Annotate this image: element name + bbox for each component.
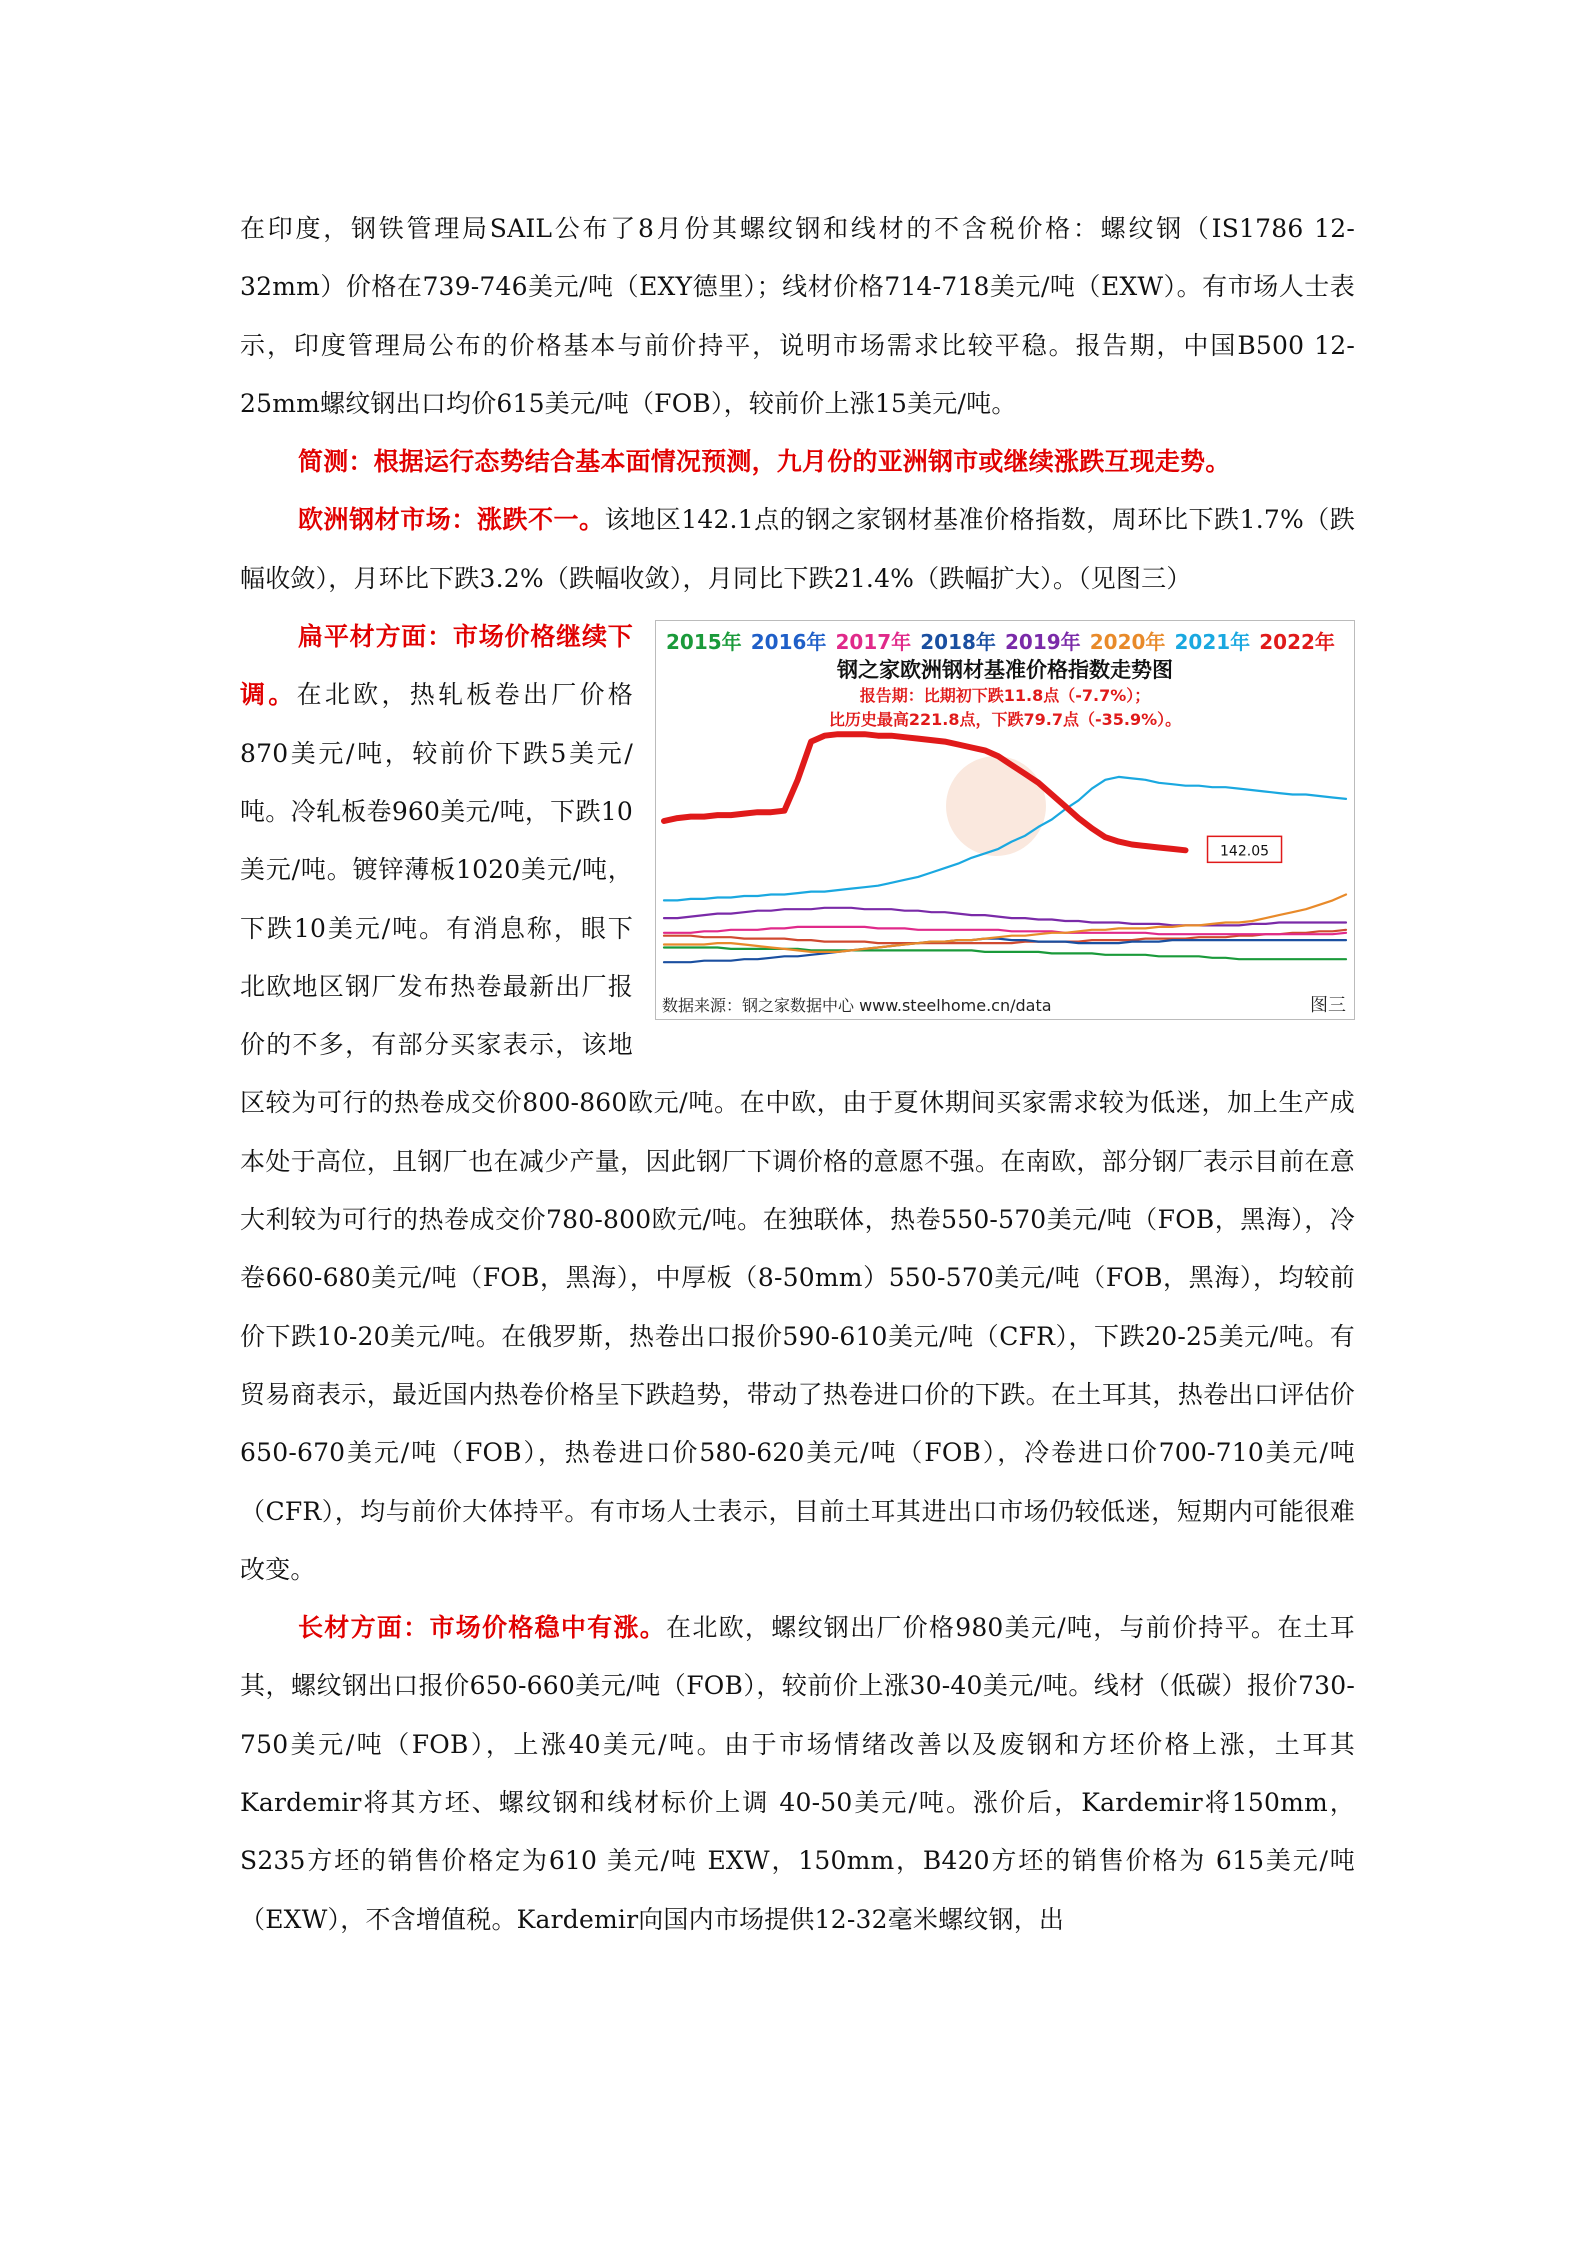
watermark-logo <box>946 756 1046 856</box>
chart-source: 数据来源：钢之家数据中心 www.steelhome.cn/data <box>662 996 1052 1016</box>
long-heading: 长材方面：市场价格稳中有涨。 <box>298 1613 667 1643</box>
flat-body: 在北欧，热轧板卷出厂价格870美元/吨，较前价下跌5美元/吨。冷轧板卷960美元/吨，下跌10美元/吨。镀锌薄板1020美元/吨，下跌10美元/吨。有消息称，眼下北欧地区钢厂发布热卷最新出厂报价的不多，有部分买家表示，该地区较为可行的热卷成交价800-860欧元/吨。在中欧，由于夏休期间买家需求较为低迷，加上生产成本处于高位，且钢厂也在减少产量，因此钢厂下调价格的意愿不强。在南欧，部分钢厂表示目前在意大利较为可行的热卷成交价780-800欧元/吨。在独联体，热卷550-570美元/吨（FOB，黑海），冷卷660-680美元/吨（FOB，黑海），中厚板（8-50mm）550-570美元/吨（FOB，黑海），均较前价下跌10-20美元/吨。在俄罗斯，热卷出口报价590-610美元/吨（CFR），下跌20-25美元/吨。有贸易商表示，最近国内热卷价格呈下跌趋势，带动了热卷进口价的下跌。在土耳其，热卷出口评估价650-670美元/吨（FOB），热卷进口价580-620美元/吨（FOB），冷卷进口价700-710美元/吨（CFR），均与前价大体持平。有市场人士表示，目前土耳其进出口市场仍较低迷，短期内可能很难改变。 <box>240 680 1355 1584</box>
legend-year-1: 2016年 <box>750 630 827 655</box>
paragraph-india: 在印度，钢铁管理局SAIL公布了8月份其螺纹钢和线材的不含税价格：螺纹钢（IS1786 12-32mm）价格在739-746美元/吨（EXY德里）；线材价格714-718美元/吨（EXW）。有市场人士表示，印度管理局公布的价格基本与前价持平，说明市场需求比较平稳。报告期，中国B500 12-25mm螺纹钢出口均价615美元/吨（FOB），较前价上涨15美元/吨。 <box>240 214 1355 418</box>
last-value-label: 142.05 <box>1220 843 1270 860</box>
legend-year-0: 2015年 <box>666 630 742 655</box>
europe-body: 该地区142.1点的钢之家钢材基准价格指数，周环比下跌1.7%（跌幅收敛），月环比下跌3.2%（跌幅收敛），月同比下跌21.4%（跌幅扩大）。（见图三） <box>240 505 1355 593</box>
forecast-text: 简测：根据运行态势结合基本面情况预测，九月份的亚洲钢市或继续涨跌互现走势。 <box>298 447 1231 477</box>
chart-note-2: 比历史最高221.8点，下跌79.7点（-35.9%）。 <box>828 710 1182 730</box>
europe-index-chart <box>655 620 1355 1020</box>
europe-heading: 欧洲钢材市场：涨跌不一。 <box>298 505 605 535</box>
chart-title: 钢之家欧洲钢材基准价格指数走势图 <box>837 658 1173 683</box>
series-line-2017 <box>664 927 1346 934</box>
europe-section <box>240 491 1355 1599</box>
chart-note-1: 报告期：比期初下跌11.8点（-7.7%）； <box>859 686 1151 706</box>
paragraph-long <box>240 1599 1355 1949</box>
flat-heading: 扁平材方面：市场价格继续下调。 <box>240 622 633 710</box>
document-page <box>240 200 1355 1949</box>
long-body: 在北欧，螺纹钢出厂价格980美元/吨，与前价持平。在土耳其，螺纹钢出口报价650-660美元/吨（FOB），较前价上涨30-40美元/吨。线材（低碳）报价730-750美元/吨（FOB），上涨40美元/吨。由于市场情绪改善以及废钢和方坯价格上涨，土耳其Kardemir将其方坯、螺纹钢和线材标价上调 40-50美元/吨。涨价后，Kardemir将150mm，S235方坯的销售价格定为610 美元/吨 EXW，150mm，B420方坯的销售价格为 615美元/吨（EXW），不含增值税。Kardemir向国内市场提供12-32毫米螺纹钢，出 <box>240 1613 1355 1934</box>
series-line-2022 <box>664 734 1186 850</box>
figure-label: 图三 <box>1310 995 1346 1017</box>
chart-svg <box>656 621 1354 1019</box>
legend-year-6: 2021年 <box>1174 630 1251 655</box>
legend-year-3: 2018年 <box>920 630 996 655</box>
forecast-line <box>240 433 1355 491</box>
legend-year-7: 2022年 <box>1259 630 1335 655</box>
legend-year-5: 2020年 <box>1089 630 1166 655</box>
legend-year-2: 2017年 <box>835 630 912 655</box>
paragraph-europe <box>240 491 1355 608</box>
legend-year-4: 2019年 <box>1005 630 1081 655</box>
